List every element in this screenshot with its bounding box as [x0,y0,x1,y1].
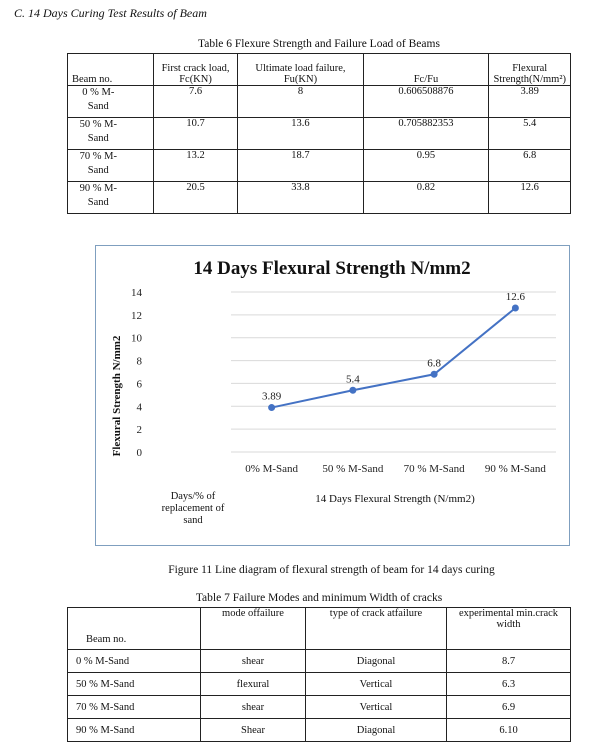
col-header: First crack load, Fc(KN) [153,54,238,86]
y-tick-labels [131,287,143,459]
table-row [68,150,571,182]
y-tick-label: 6 [136,378,142,391]
y-tick-label: 10 [131,332,142,345]
table-cell: 13.2 [153,150,238,182]
table-cell: 50 % M-Sand [68,673,201,696]
table-cell: 3.89 [489,86,571,118]
table-row [68,719,571,742]
y-tick-label: 2 [136,424,142,437]
section-heading: C. 14 Days Curing Test Results of Beam [14,6,207,20]
x-tick-labels [245,463,546,475]
table-cell: Vertical [306,696,447,719]
table-cell: 70 % M-Sand [68,150,154,182]
col-header: Beam no. [68,54,154,86]
col-header: experimental min.crack width [447,608,571,650]
table-cell: 70 % M-Sand [68,696,201,719]
table-cell: 0.95 [363,150,489,182]
table-cell: 13.6 [238,118,363,150]
figure11-caption: Figure 11 Line diagram of flexural strength of beam for 14 days curing [168,564,495,576]
table-cell: 90 % M-Sand [68,719,201,742]
data-point [431,371,438,378]
data-point [512,305,519,312]
col-header: Beam no. [68,608,201,650]
table-row [68,696,571,719]
table-cell: 20.5 [153,182,238,214]
table-cell: flexural [201,673,306,696]
table-cell: 18.7 [238,150,363,182]
table-cell: 6.9 [447,696,571,719]
data-label: 5.4 [346,373,360,386]
data-label: 3.89 [262,390,282,403]
y-tick-label: 0 [136,447,142,459]
x-axis-title: 14 Days Flexural Strength (N/mm2) [315,493,475,505]
table-cell: 10.7 [153,118,238,150]
x-tick-label: 90 % M-Sand [484,463,546,475]
chart-title: 14 Days Flexural Strength N/mm2 [193,258,471,279]
table-header-row [68,54,571,86]
data-labels [262,291,526,403]
table-cell: 7.6 [153,86,238,118]
table-cell: 0.606508876 [363,86,489,118]
table-cell: Shear [201,719,306,742]
col-header-text: Flexural Strength(N/mm²) [493,63,566,85]
table6 [67,53,571,214]
table-row [68,650,571,673]
flexural-strength-chart [95,245,570,546]
table-row [68,118,571,150]
table7-caption: Table 7 Failure Modes and minimum Width of cracks [195,592,443,604]
table6-caption: Table 6 Flexure Strength and Failure Load of Beams [198,38,440,50]
series-line [272,308,516,408]
data-label: 12.6 [505,291,525,303]
table-cell: Vertical [306,673,447,696]
table-cell: 0.82 [363,182,489,214]
y-axis-title: Flexural Strength N/mm2 [111,335,123,457]
table-cell: shear [201,696,306,719]
y-tick-label: 12 [131,309,142,322]
table7 [67,607,571,742]
x-tick-label: 0% M-Sand [245,463,299,475]
table-cell: 12.6 [489,182,571,214]
table-cell: Diagonal [306,719,447,742]
col-header: Fc/Fu [363,54,489,86]
table-cell: Diagonal [306,650,447,673]
data-point [268,404,275,411]
col-header: type of crack atfailure [306,608,447,650]
grid-layer [231,292,556,452]
table-cell: 5.4 [489,118,571,150]
table-row [68,182,571,214]
data-point [349,387,356,394]
table-cell: 8.7 [447,650,571,673]
data-label: 6.8 [427,357,441,370]
table-cell: 6.8 [489,150,571,182]
x-tick-label: 70 % M-Sand [403,463,465,475]
table-cell: 90 % M-Sand [68,182,154,214]
col-header: Ultimate load failure, Fu(KN) [238,54,363,86]
y-tick-label: 4 [136,401,142,414]
y-tick-label: 14 [131,287,142,299]
table-cell: 8 [238,86,363,118]
table-cell: shear [201,650,306,673]
table-row [68,86,571,118]
table-cell: 6.10 [447,719,571,742]
table-cell: 50 % M-Sand [68,118,154,150]
table-cell: 0 % M-Sand [68,86,154,118]
table-cell: 0 % M-Sand [68,650,201,673]
y-tick-label: 8 [136,355,142,368]
table-header-row [68,608,571,650]
col-header: mode offailure [201,608,306,650]
x-tick-label: 50 % M-Sand [322,463,384,475]
x-axis-box-label: Days/% of replacement of sand [161,491,225,526]
table-row [68,673,571,696]
table-cell: 6.3 [447,673,571,696]
col-header [489,54,571,86]
table-cell: 33.8 [238,182,363,214]
table-cell: 0.705882353 [363,118,489,150]
data-points [268,305,519,412]
